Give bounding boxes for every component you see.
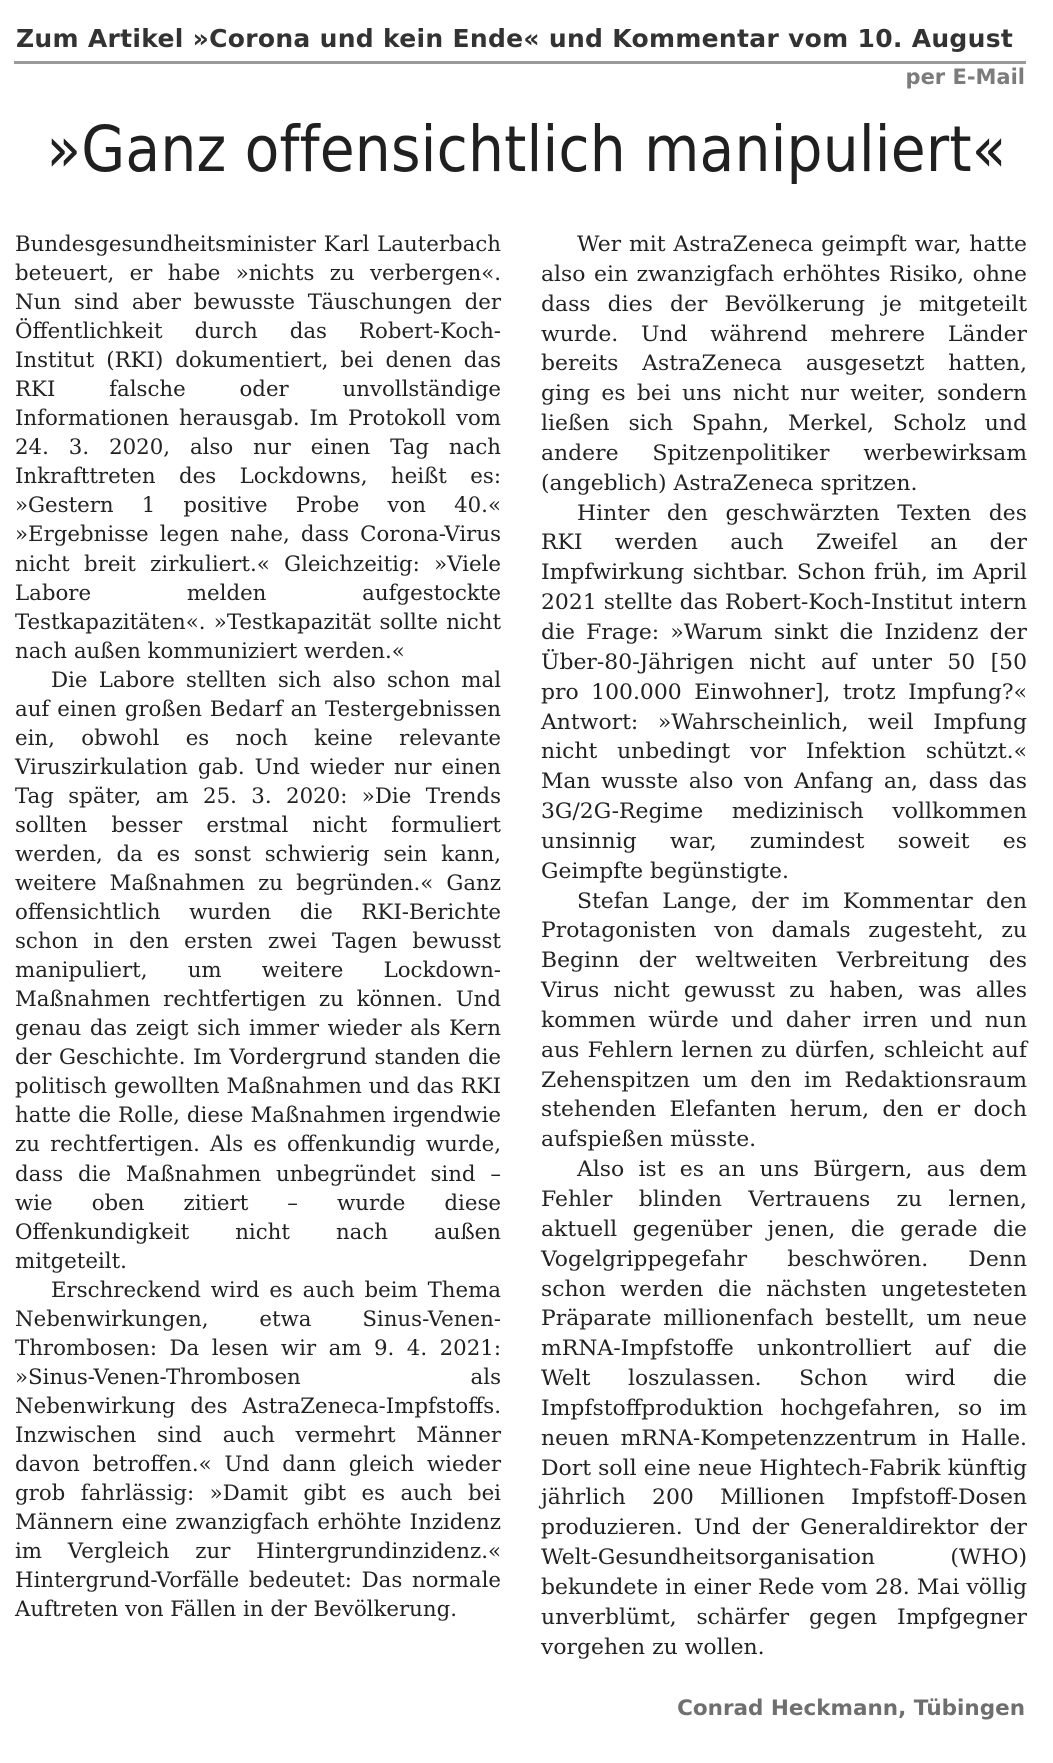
article-reference-kicker: Zum Artikel »Corona und kein Ende« und Kommentar vom 10. August [16,24,1014,53]
paragraph: Hinter den geschwärzten Texten des RKI werden auch Zweifel an der Impfwirkung sichtbar. Schon früh, im April 2021 stellte das Robert-Koch-Institut intern die Frage: »Warum sinkt die Inzidenz der Über-80-Jährigen nicht auf unter 50 [50 pro 100.000 Einwohner], trotz Impfung?« Antwort: »Wahrscheinlich, weil Impfung nicht unbedingt vor Infektion schützt.« Man wusste also von Anfang an, dass das 3G/2G-Regime medizinisch vollkommen unsinnig war, zumindest soweit es Geimpfte begünstigte. [541,500,1027,884]
paragraph: Wer mit AstraZeneca geimpft war, hatte also ein zwanzigfach erhöhtes Risiko, ohne dass dies der Bevölkerung je mitgeteilt wurde. Und während mehrere Länder bereits AstraZeneca ausgesetzt hatten, ging es bei uns nicht nur weiter, sondern ließen sich Spahn, Merkel, Scholz und andere Spitzenpolitiker werbewirksam (angeblich) AstraZeneca spritzen. [541,232,1027,496]
headline: »Ganz offensichtlich manipuliert« [46,113,1007,186]
paragraph: Erschreckend wird es auch beim Thema Nebenwirkungen, etwa Sinus-Venen-Thrombosen: Da lesen wir am 9. 4. 2021: »Sinus-Venen-Thrombosen als Nebenwirkung des AstraZeneca-Impfstoffs. Inzwischen sind auch vermehrt Männer davon betroffen.« Und dann gleich wieder grob fahrlässig: »Damit gibt es auch bei Männern eine zwanzigfach erhöhte Inzidenz im Vergleich zur Hintergrundinzidenz.« Hintergrund-Vorfälle bedeutet: Das normale Auftreten von Fällen in der Bevölkerung. [15,1277,501,1623]
text-column-right [541,230,1027,1663]
author-signature: Conrad Heckmann, Tübingen [677,1696,1025,1721]
paragraph: Die Labore stellten sich also schon mal auf einen großen Bedarf an Testergebnissen ein, obwohl es noch keine relevante Viruszirkulation gab. Und wieder nur einen Tag später, am 25. 3. 2020: »Die Trends sollten besser erstmal nicht formuliert werden, da es sonst schwierig sein kann, weitere Maßnahmen zu begründen.« Ganz offensichtlich wurden die RKI-Berichte schon in den ersten zwei Tagen bewusst manipuliert, um weitere Lockdown-Maßnahmen rechtfertigen zu können. Und genau das zeigt sich immer wieder als Kern der Geschichte. Im Vordergrund standen die politisch gewollten Maßnahmen und das RKI hatte die Rolle, diese Maßnahmen irgendwie zu rechtfertigen. Als es offenkundig wurde, dass die Maßnahmen unbegründet sind – wie oben zitiert – wurde diese Offenkundigkeit nicht nach außen mitgeteilt. [15,667,501,1274]
header-rule [14,61,1026,64]
paragraph: Also ist es an uns Bürgern, aus dem Fehler blinden Vertrauens zu lernen, aktuell gegenüber jenen, die gerade die Vogelgrippegefahr beschwören. Denn schon werden die nächsten ungetesteten Präparate millionenfach bestellt, um neue mRNA-Impfstoffe unkontrolliert auf die Welt loszulassen. Schon wird die Impfstoffproduktion hochgefahren, so im neuen mRNA-Kompetenzzentrum in Halle. Dort soll eine neue Hightech-Fabrik künftig jährlich 200 Millionen Impfstoff-Dosen produzieren. Und der Generaldirektor der Welt-Gesundheitsorganisation (WHO) bekundete in einer Rede vom 28. Mai völlig unverblümt, schärfer gegen Impfgegner vorgehen zu wollen. [541,1157,1027,1660]
text-column-left [15,230,501,1624]
paragraph: Stefan Lange, der im Kommentar den Protagonisten von damals zugesteht, zu Beginn der weltweiten Verbreitung des Virus nicht gewusst zu haben, was alles kommen würde und daher irren und nun aus Fehlern lernen zu dürfen, schleicht auf Zehenspitzen um den im Redaktionsraum stehenden Elefanten herum, den er doch aufspießen müsste. [541,888,1027,1153]
submission-channel-label: per E-Mail [905,65,1025,89]
paragraph: Bundesgesundheitsminister Karl Lauterbach beteuert, er habe »nichts zu verbergen«. Nun sind aber bewusste Täuschungen der Öffentlichkeit durch das Robert-Koch-Institut (RKI) dokumentiert, bei denen das RKI falsche oder unvollständige Informationen herausgab. Im Protokoll vom 24. 3. 2020, also nur einen Tag nach Inkrafttreten des Lockdowns, heißt es: »Gestern 1 positive Probe von 40.« »Ergebnisse legen nahe, dass Corona-Virus nicht breit zirkuliert.« Gleichzeitig: »Viele Labore melden aufgestockte Testkapazitäten«. »Testkapazität sollte nicht nach außen kommuniziert werden.« [15,232,501,664]
